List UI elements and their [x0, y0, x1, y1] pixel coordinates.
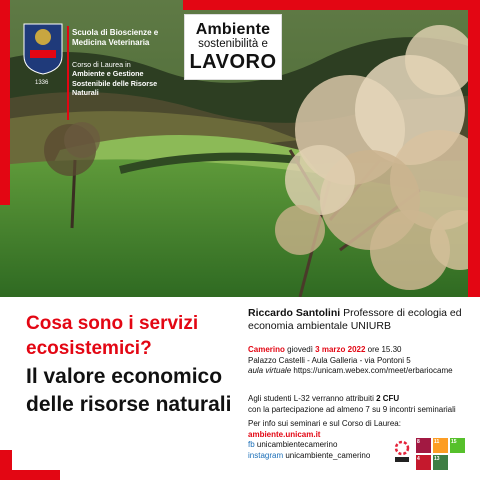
fb-handle[interactable]: unicambientecamerino [256, 440, 338, 449]
credits-suffix: con la partecipazione ad almeno 7 su 9 incontri seminariali [248, 404, 456, 414]
series-title-line1: Ambiente [195, 21, 271, 38]
event-venue: Palazzo Castelli - Aula Galleria - via Pontoni 5 [248, 355, 411, 365]
header-divider [67, 26, 69, 120]
speaker-block [248, 307, 470, 333]
headline-question: Cosa sono i servizi ecosistemici? [26, 313, 199, 359]
event-time: ore 15.30 [367, 345, 402, 354]
info-panel [0, 297, 480, 480]
event-day: giovedì [287, 345, 313, 354]
fb-label: fb [248, 440, 255, 449]
red-accent-bottom-bar [0, 470, 60, 480]
course-name: Ambiente e Gestione Sostenibile delle Risorse Naturali [72, 69, 158, 98]
course-prefix: Corso di Laurea in [72, 60, 131, 69]
series-title-box [184, 14, 282, 80]
event-city: Camerino [248, 345, 285, 354]
unicam-crest-icon [22, 22, 64, 76]
red-accent-top [183, 0, 480, 10]
global-goals-icon [394, 440, 410, 464]
instagram-label: instagram [248, 450, 284, 460]
red-accent-left [0, 0, 10, 205]
speaker-role: Professore di ecologia ed economia ambientale UNIURB [248, 307, 462, 332]
website-link[interactable]: ambiente.unicam.it [248, 429, 321, 439]
crest-year: 1336 [35, 80, 49, 86]
event-details [248, 345, 474, 377]
virtual-label: aula virtuale [248, 366, 292, 375]
credits-block [248, 394, 474, 415]
credits-cfu: 2 CFU [376, 394, 400, 403]
event-date: 3 marzo 2022 [315, 345, 366, 354]
instagram-handle[interactable]: unicambiente_camerino [285, 450, 371, 460]
sdg-goal-13-icon: 13 [433, 455, 448, 470]
virtual-url[interactable]: https://unicam.webex.com/meet/erbariocame [293, 366, 453, 375]
sdg-goal-8-icon: 8 [416, 438, 431, 453]
school-name: Scuola di Bioscienze e Medicina Veterinaria [72, 28, 159, 47]
series-title-line3: LAVORO [189, 51, 277, 73]
red-accent-right [468, 0, 480, 297]
sdg-goal-4-icon: 4 [416, 455, 431, 470]
course-block [72, 60, 182, 98]
headline-subtitle: Il valore economico delle risorse naturali [26, 365, 232, 416]
sdg-goal-15-icon: 15 [450, 438, 465, 453]
sdg-goal-11-icon: 11 [433, 438, 448, 453]
series-title-line2: sostenibilità e [198, 38, 268, 50]
speaker-name: Riccardo Santolini [248, 307, 341, 319]
contacts-intro: Per info sui seminari e sul Corso di Laurea: [248, 419, 401, 428]
credits-prefix: Agli studenti L-32 verranno attribuiti [248, 394, 374, 403]
